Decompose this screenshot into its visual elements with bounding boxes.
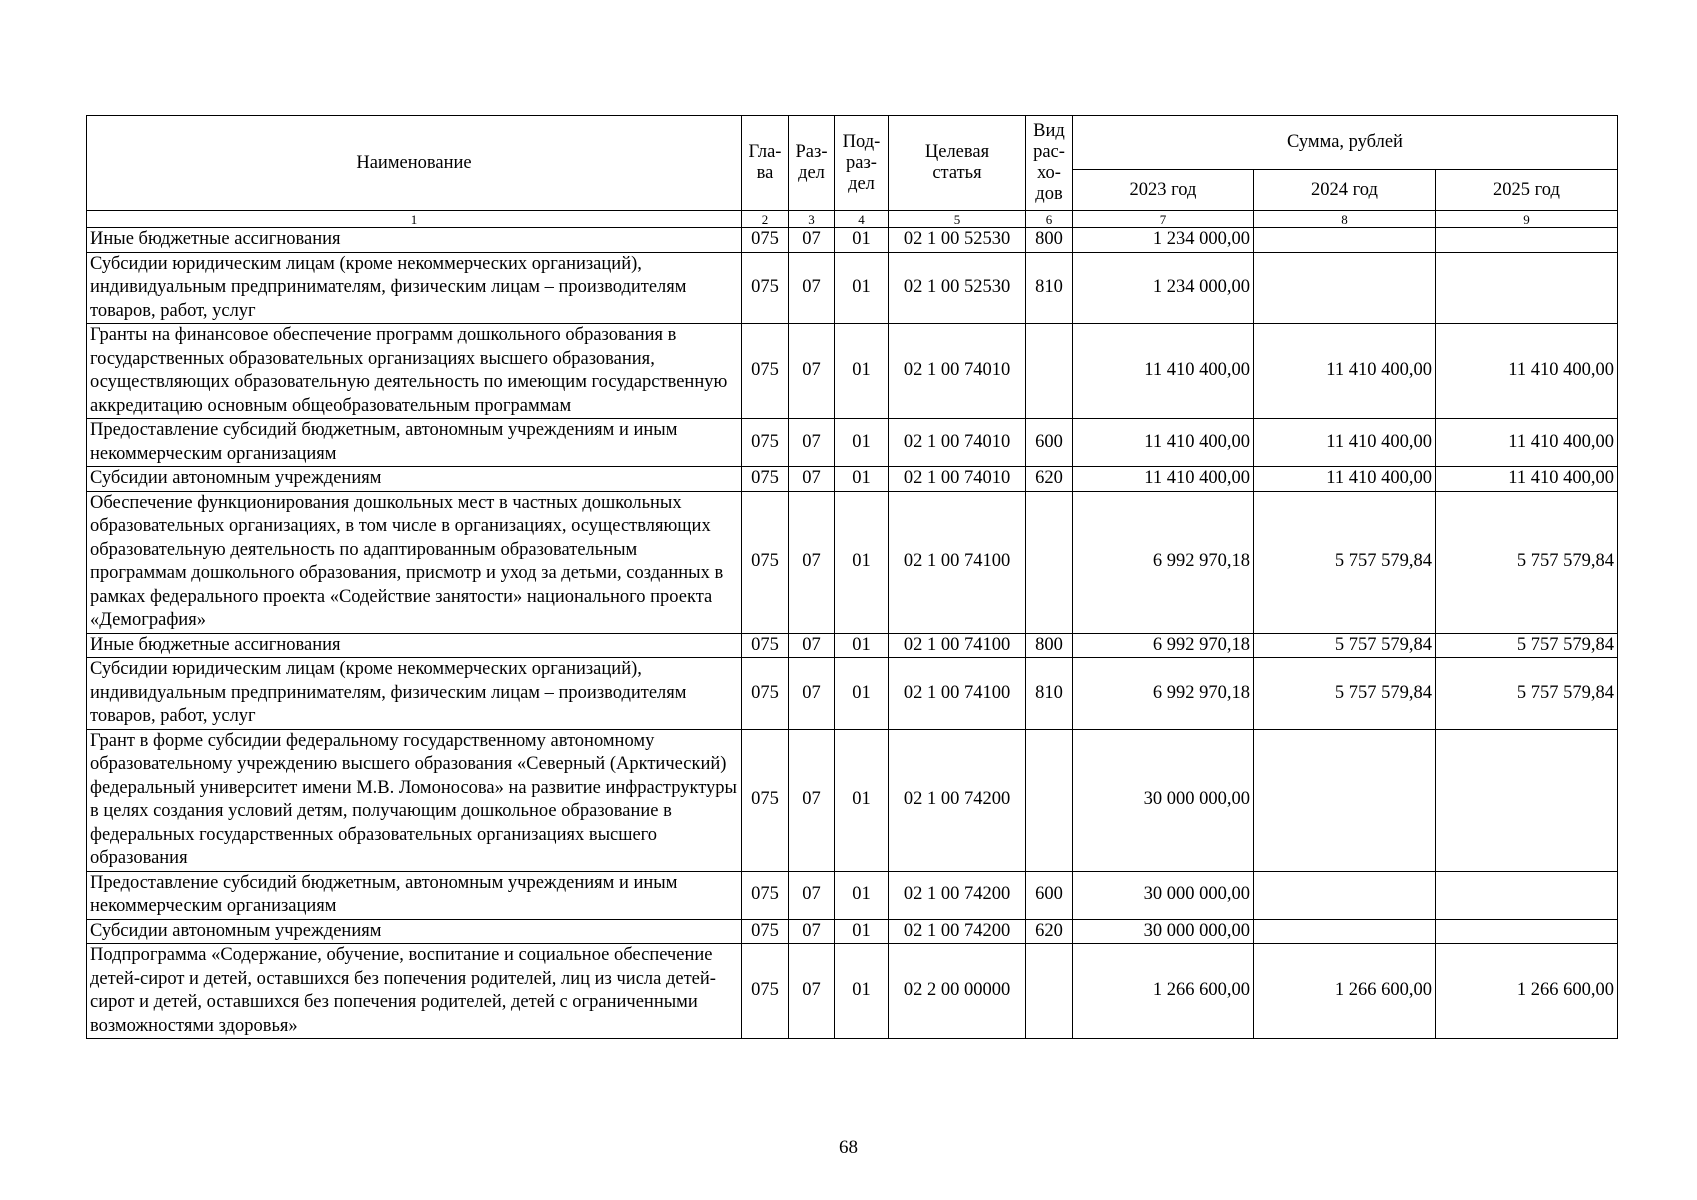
cell-podrazdel: 01 xyxy=(835,491,889,633)
table-row xyxy=(87,729,1618,871)
header-year-2023: 2023 год xyxy=(1073,170,1254,211)
cell-razdel: 07 xyxy=(789,324,835,419)
cell-sum-2025: 5 757 579,84 xyxy=(1436,658,1618,730)
cell-razdel: 07 xyxy=(789,633,835,658)
cell-sum-2023: 6 992 970,18 xyxy=(1073,633,1254,658)
cell-glava: 075 xyxy=(742,324,789,419)
cell-name: Грант в форме субсидии федеральному государственному автономному образовательному учреждению высшего образования «Северный (Арктический) федеральный университет имени М.В. Ломоносова» на развитие инфраструктуры в целях создания условий детям, получающим дошкольное образование в федеральных государственных образовательных организациях высшего образования xyxy=(87,729,742,871)
cell-name: Иные бюджетные ассигнования xyxy=(87,228,742,253)
cell-name: Иные бюджетные ассигнования xyxy=(87,633,742,658)
cell-sum-2024: 5 757 579,84 xyxy=(1254,658,1436,730)
cell-sum-2023: 30 000 000,00 xyxy=(1073,871,1254,919)
cell-sum-2025: 11 410 400,00 xyxy=(1436,419,1618,467)
column-number: 9 xyxy=(1436,211,1618,228)
cell-glava: 075 xyxy=(742,467,789,492)
cell-sum-2025: 11 410 400,00 xyxy=(1436,324,1618,419)
cell-celevaya-statya: 02 1 00 74010 xyxy=(889,419,1026,467)
cell-celevaya-statya: 02 1 00 74100 xyxy=(889,633,1026,658)
cell-vid-rashodov: 620 xyxy=(1026,467,1073,492)
cell-celevaya-statya: 02 1 00 74200 xyxy=(889,919,1026,944)
header-glava: Гла- ва xyxy=(742,116,789,211)
table-row xyxy=(87,252,1618,324)
cell-celevaya-statya: 02 1 00 74010 xyxy=(889,467,1026,492)
column-number: 5 xyxy=(889,211,1026,228)
header-podrazdel: Под- раз- дел xyxy=(835,116,889,211)
cell-name: Предоставление субсидий бюджетным, автономным учреждениям и иным некоммерческим организациям xyxy=(87,871,742,919)
cell-glava: 075 xyxy=(742,419,789,467)
cell-podrazdel: 01 xyxy=(835,252,889,324)
cell-sum-2025 xyxy=(1436,228,1618,253)
cell-razdel: 07 xyxy=(789,871,835,919)
cell-sum-2024 xyxy=(1254,919,1436,944)
cell-celevaya-statya: 02 1 00 74100 xyxy=(889,658,1026,730)
cell-sum-2025: 1 266 600,00 xyxy=(1436,944,1618,1039)
cell-sum-2023: 30 000 000,00 xyxy=(1073,729,1254,871)
table-row xyxy=(87,944,1618,1039)
cell-sum-2025: 5 757 579,84 xyxy=(1436,491,1618,633)
cell-name: Подпрограмма «Содержание, обучение, воспитание и социальное обеспечение детей-сирот и детей, оставшихся без попечения родителей, лиц из числа детей-сирот и детей, оставшихся без попечения родителей, детей с ограниченными возможностями здоровья» xyxy=(87,944,742,1039)
cell-podrazdel: 01 xyxy=(835,419,889,467)
cell-podrazdel: 01 xyxy=(835,919,889,944)
cell-podrazdel: 01 xyxy=(835,228,889,253)
table-row xyxy=(87,419,1618,467)
column-number: 2 xyxy=(742,211,789,228)
cell-vid-rashodov xyxy=(1026,944,1073,1039)
cell-glava: 075 xyxy=(742,871,789,919)
cell-podrazdel: 01 xyxy=(835,729,889,871)
cell-razdel: 07 xyxy=(789,228,835,253)
cell-sum-2025: 11 410 400,00 xyxy=(1436,467,1618,492)
cell-sum-2023: 1 266 600,00 xyxy=(1073,944,1254,1039)
cell-sum-2023: 1 234 000,00 xyxy=(1073,252,1254,324)
cell-podrazdel: 01 xyxy=(835,324,889,419)
cell-sum-2025 xyxy=(1436,871,1618,919)
cell-razdel: 07 xyxy=(789,729,835,871)
cell-sum-2024: 11 410 400,00 xyxy=(1254,467,1436,492)
cell-name: Субсидии автономным учреждениям xyxy=(87,919,742,944)
cell-glava: 075 xyxy=(742,252,789,324)
cell-podrazdel: 01 xyxy=(835,633,889,658)
cell-sum-2023: 6 992 970,18 xyxy=(1073,658,1254,730)
cell-sum-2024 xyxy=(1254,252,1436,324)
cell-sum-2025 xyxy=(1436,252,1618,324)
cell-name: Субсидии юридическим лицам (кроме некоммерческих организаций), индивидуальным предпринимателям, физическим лицам – производителям товаров, работ, услуг xyxy=(87,252,742,324)
cell-razdel: 07 xyxy=(789,252,835,324)
cell-razdel: 07 xyxy=(789,419,835,467)
cell-vid-rashodov: 800 xyxy=(1026,228,1073,253)
cell-sum-2023: 11 410 400,00 xyxy=(1073,324,1254,419)
cell-vid-rashodov: 810 xyxy=(1026,658,1073,730)
header-year-2025: 2025 год xyxy=(1436,170,1618,211)
cell-name: Субсидии автономным учреждениям xyxy=(87,467,742,492)
cell-razdel: 07 xyxy=(789,658,835,730)
cell-sum-2023: 11 410 400,00 xyxy=(1073,467,1254,492)
cell-razdel: 07 xyxy=(789,919,835,944)
table-row xyxy=(87,228,1618,253)
cell-vid-rashodov: 810 xyxy=(1026,252,1073,324)
cell-sum-2023: 6 992 970,18 xyxy=(1073,491,1254,633)
cell-glava: 075 xyxy=(742,633,789,658)
cell-glava: 075 xyxy=(742,228,789,253)
cell-glava: 075 xyxy=(742,729,789,871)
cell-name: Гранты на финансовое обеспечение программ дошкольного образования в государственных образовательных организациях высшего образования, осуществляющих образовательную деятельность по имеющим государственную аккредитацию основным общеобразовательным программам xyxy=(87,324,742,419)
cell-sum-2024: 5 757 579,84 xyxy=(1254,633,1436,658)
cell-celevaya-statya: 02 1 00 74010 xyxy=(889,324,1026,419)
budget-table xyxy=(86,115,1618,1039)
cell-razdel: 07 xyxy=(789,944,835,1039)
table-row xyxy=(87,919,1618,944)
column-number: 3 xyxy=(789,211,835,228)
cell-name: Предоставление субсидий бюджетным, автономным учреждениям и иным некоммерческим организациям xyxy=(87,419,742,467)
cell-vid-rashodov: 600 xyxy=(1026,419,1073,467)
cell-vid-rashodov: 600 xyxy=(1026,871,1073,919)
cell-razdel: 07 xyxy=(789,467,835,492)
header-vid-rashodov: Вид рас- хо- дов xyxy=(1026,116,1073,211)
cell-glava: 075 xyxy=(742,944,789,1039)
cell-sum-2024: 5 757 579,84 xyxy=(1254,491,1436,633)
cell-vid-rashodov: 800 xyxy=(1026,633,1073,658)
cell-glava: 075 xyxy=(742,658,789,730)
header-razdel: Раз- дел xyxy=(789,116,835,211)
cell-celevaya-statya: 02 1 00 74200 xyxy=(889,729,1026,871)
cell-sum-2024 xyxy=(1254,228,1436,253)
cell-glava: 075 xyxy=(742,491,789,633)
cell-razdel: 07 xyxy=(789,491,835,633)
cell-sum-2024: 1 266 600,00 xyxy=(1254,944,1436,1039)
column-number-row xyxy=(87,211,1618,228)
column-number: 6 xyxy=(1026,211,1073,228)
column-number: 1 xyxy=(87,211,742,228)
cell-name: Субсидии юридическим лицам (кроме некоммерческих организаций), индивидуальным предпринимателям, физическим лицам – производителям товаров, работ, услуг xyxy=(87,658,742,730)
table-body xyxy=(87,228,1618,1039)
cell-celevaya-statya: 02 1 00 74100 xyxy=(889,491,1026,633)
cell-sum-2025 xyxy=(1436,919,1618,944)
cell-celevaya-statya: 02 1 00 52530 xyxy=(889,228,1026,253)
cell-sum-2025 xyxy=(1436,729,1618,871)
cell-sum-2024 xyxy=(1254,871,1436,919)
cell-podrazdel: 01 xyxy=(835,658,889,730)
cell-celevaya-statya: 02 1 00 52530 xyxy=(889,252,1026,324)
cell-vid-rashodov xyxy=(1026,729,1073,871)
cell-vid-rashodov xyxy=(1026,324,1073,419)
cell-celevaya-statya: 02 2 00 00000 xyxy=(889,944,1026,1039)
header-year-2024: 2024 год xyxy=(1254,170,1436,211)
cell-vid-rashodov: 620 xyxy=(1026,919,1073,944)
table-row xyxy=(87,467,1618,492)
header-celevaya-statya: Целевая статья xyxy=(889,116,1026,211)
column-number: 4 xyxy=(835,211,889,228)
cell-sum-2023: 30 000 000,00 xyxy=(1073,919,1254,944)
table-row xyxy=(87,324,1618,419)
cell-podrazdel: 01 xyxy=(835,467,889,492)
page-number: 68 xyxy=(839,1137,858,1158)
cell-sum-2025: 5 757 579,84 xyxy=(1436,633,1618,658)
table-row xyxy=(87,491,1618,633)
column-number: 7 xyxy=(1073,211,1254,228)
cell-sum-2024: 11 410 400,00 xyxy=(1254,419,1436,467)
table-row xyxy=(87,658,1618,730)
table-row xyxy=(87,633,1618,658)
cell-sum-2023: 1 234 000,00 xyxy=(1073,228,1254,253)
column-number: 8 xyxy=(1254,211,1436,228)
table-row xyxy=(87,871,1618,919)
cell-name: Обеспечение функционирования дошкольных мест в частных дошкольных образовательных организациях, в том числе в организациях, осуществляющих образовательную деятельность по адаптированным образовательным программам дошкольного образования, присмотр и уход за детьми, созданных в рамках федерального проекта «Содействие занятости» национального проекта «Демография» xyxy=(87,491,742,633)
cell-glava: 075 xyxy=(742,919,789,944)
cell-podrazdel: 01 xyxy=(835,871,889,919)
header-name: Наименование xyxy=(87,116,742,211)
cell-celevaya-statya: 02 1 00 74200 xyxy=(889,871,1026,919)
cell-sum-2023: 11 410 400,00 xyxy=(1073,419,1254,467)
cell-vid-rashodov xyxy=(1026,491,1073,633)
cell-sum-2024 xyxy=(1254,729,1436,871)
cell-podrazdel: 01 xyxy=(835,944,889,1039)
cell-sum-2024: 11 410 400,00 xyxy=(1254,324,1436,419)
header-summa: Сумма, рублей xyxy=(1073,116,1618,170)
